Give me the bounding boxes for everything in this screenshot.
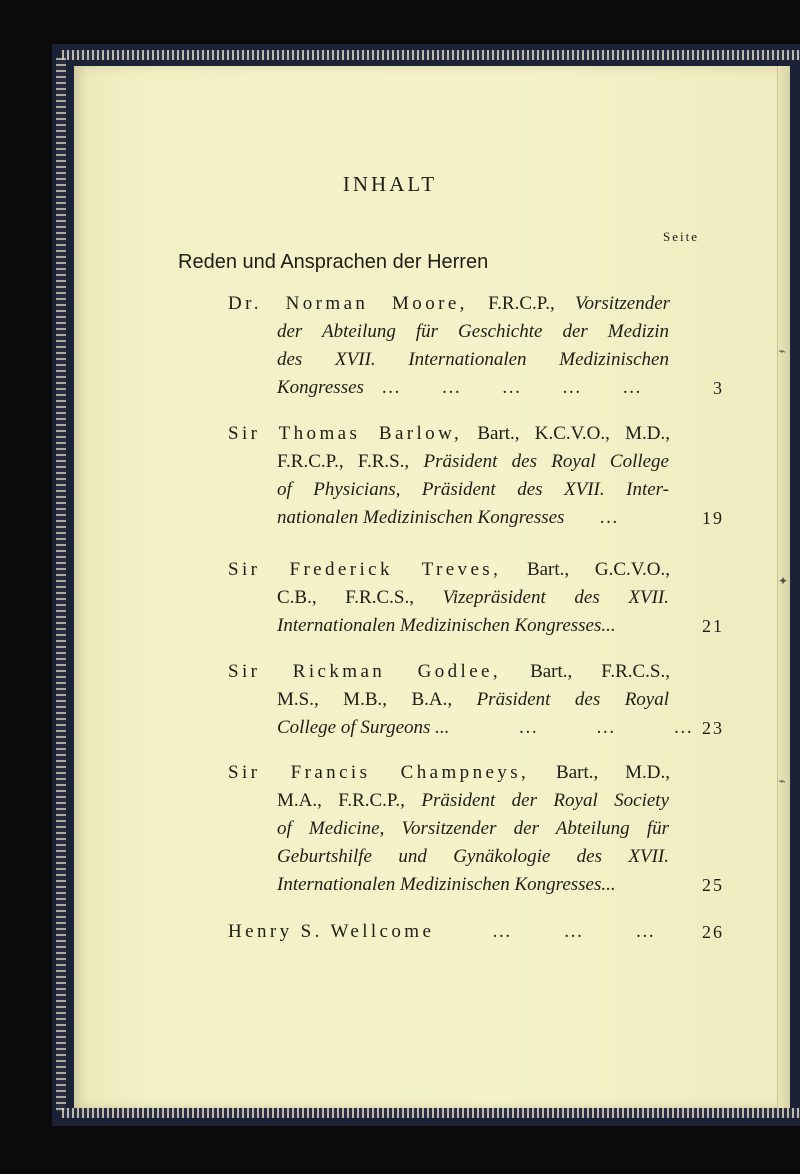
entry-role: of Physicians, Präsident des XVII. Inter-	[277, 479, 669, 500]
entry-name: Sir Thomas Barlow,	[228, 423, 463, 444]
entry-title-start	[488, 293, 670, 314]
entry-line	[277, 448, 669, 476]
entry-degrees: Bart., F.R.C.S.,	[530, 661, 671, 682]
entry-line	[277, 815, 669, 843]
entry-role: Vizepräsident des XVII.	[442, 587, 669, 608]
entry-line	[277, 504, 619, 532]
entry-line	[277, 871, 616, 899]
leader-dots: …	[564, 507, 619, 528]
page-number: 19	[702, 508, 724, 528]
entry-line	[277, 686, 669, 714]
entry-role: der Abteilung für Geschichte der Medizin	[277, 321, 669, 342]
leader-dots: … … …	[434, 921, 656, 942]
entry-name: Sir Rickman Godlee,	[228, 661, 502, 682]
section-heading: Reden und Ansprachen der Herren	[178, 251, 489, 273]
entry-line	[277, 714, 693, 742]
entry-role: Vorsitzender	[575, 293, 671, 314]
page-column-label: Seite	[663, 229, 699, 244]
entry-role: Kongresses	[277, 377, 364, 398]
entry-degrees: F.R.C.P.,	[488, 293, 576, 314]
entry-name: Sir Frederick Treves,	[228, 559, 502, 580]
page-number: 23	[702, 718, 724, 738]
entry-line	[277, 584, 669, 612]
entry-line	[228, 759, 670, 787]
entry-line	[228, 420, 670, 448]
entry-name: Dr. Norman Moore,	[228, 293, 468, 314]
entry-degrees: M.A., F.R.C.P.,	[277, 790, 405, 811]
entry-role: of Medicine, Vorsitzender der Abteilung für	[277, 818, 669, 839]
entry-line	[228, 556, 670, 584]
entry-line	[228, 658, 670, 686]
entry-degrees: F.R.C.P., F.R.S.,	[277, 451, 410, 472]
entry-line	[277, 843, 669, 871]
entry-degrees: M.S., M.B., B.A.,	[277, 689, 453, 710]
page-title: INHALT	[342, 172, 438, 196]
page-number: 26	[702, 922, 724, 942]
binding-stripe-left	[56, 58, 66, 1112]
page-number: 25	[702, 875, 724, 895]
entry-name: Henry S. Wellcome	[228, 921, 435, 942]
edge-tab-mark: ⌁	[778, 344, 786, 358]
entry-degrees: Bart., K.C.V.O., M.D.,	[477, 423, 670, 444]
entry-line	[228, 918, 655, 946]
page-number: 21	[702, 616, 724, 636]
entry-role: Geburtshilfe und Gynäkologie des XVII.	[277, 846, 669, 867]
entry-role: Präsident des Royal College	[423, 451, 669, 472]
entry-line	[277, 346, 669, 374]
entry-role: nationalen Medizinischen Kongresses	[277, 507, 565, 528]
page-number: 3	[713, 378, 724, 398]
binding-stripe-top	[62, 50, 800, 60]
entry-role: Internationalen Medizinischen Kongresses...	[277, 615, 616, 636]
edge-tab-mark: ✦	[778, 574, 789, 588]
leader-dots: … … …	[449, 717, 694, 738]
leader-dots: … … … … …	[363, 377, 643, 398]
binding-stripe-bottom	[62, 1108, 800, 1118]
entry-line	[277, 374, 642, 402]
entry-line	[277, 612, 616, 640]
edge-tab-mark: ⌁	[778, 774, 786, 788]
entry-line	[277, 476, 669, 504]
entry-role: Präsident der Royal Society	[421, 790, 670, 811]
entry-role: des XVII. Internationalen Medizinischen	[277, 349, 669, 370]
entry-line	[228, 290, 670, 318]
entry-name: Sir Francis Champneys,	[228, 762, 530, 783]
entry-role: Internationalen Medizinischen Kongresses...	[277, 874, 616, 895]
entry-degrees: C.B., F.R.C.S.,	[277, 587, 414, 608]
entry-role: College of Surgeons ...	[277, 717, 450, 738]
entry-degrees: Bart., G.C.V.O.,	[526, 559, 670, 580]
entry-degrees: Bart., M.D.,	[556, 762, 671, 783]
entry-role: Präsident des Royal	[476, 689, 670, 710]
entry-line	[277, 318, 669, 346]
entry-line	[277, 787, 669, 815]
